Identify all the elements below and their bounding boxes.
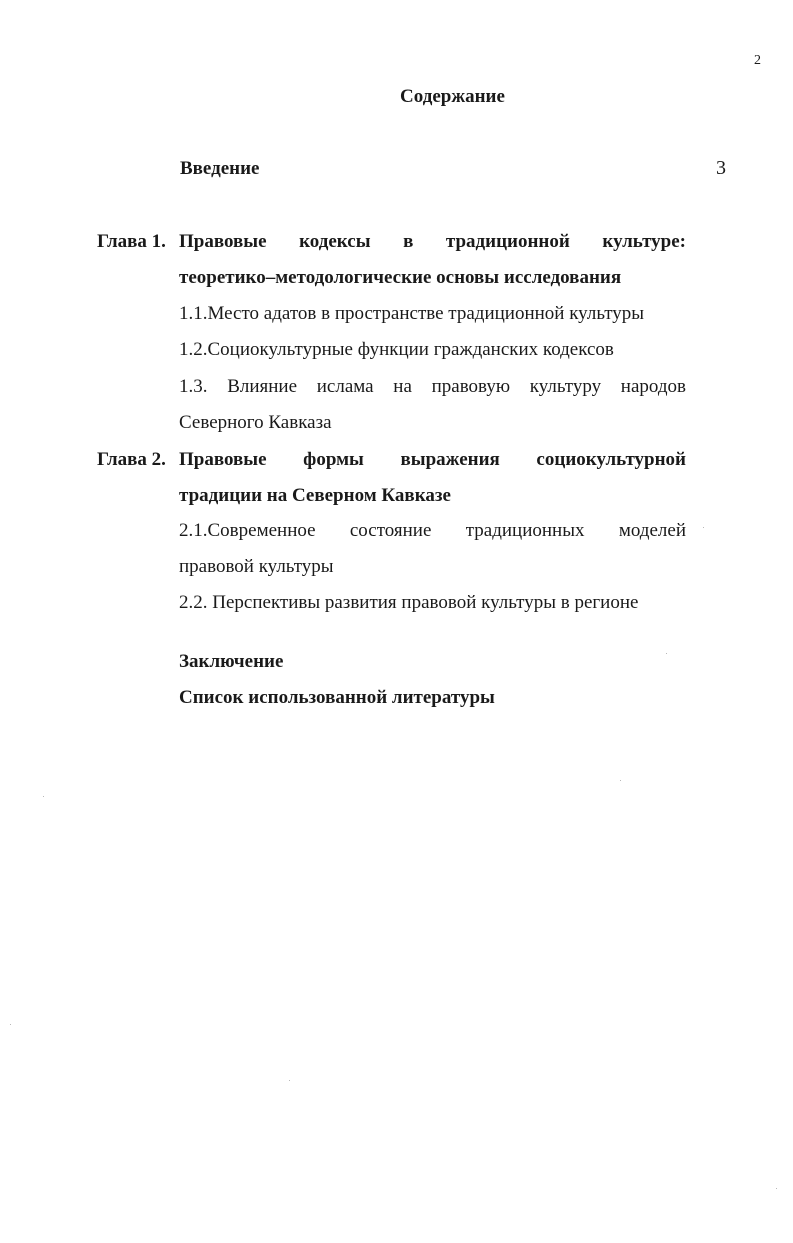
toc-item-1-1: 1.1.Место адатов в пространстве традиционной культуры: [179, 303, 645, 324]
chapter2-label: Глава 2.: [97, 449, 166, 470]
page-number: 2: [754, 53, 761, 68]
scan-speck: [43, 796, 44, 797]
chapter1-label: Глава 1.: [97, 231, 166, 252]
toc-item-2-1-line2: правовой культуры: [179, 556, 334, 577]
scan-speck: [666, 653, 667, 654]
toc-item-2-1-line1: 2.1.Современное состояние традиционных моделей: [179, 520, 686, 541]
toc-intro-page: 3: [716, 157, 726, 179]
toc-title: Содержание: [400, 86, 505, 107]
toc-item-1-3-line2: Северного Кавказа: [179, 412, 332, 433]
scan-speck: [620, 780, 621, 781]
toc-item-1-3-line1: 1.3. Влияние ислама на правовую культуру народов: [179, 376, 686, 397]
toc-item-2-2: 2.2. Перспективы развития правовой культуры в регионе: [179, 592, 639, 613]
scan-speck: [703, 527, 704, 528]
toc-intro-label: Введение: [180, 158, 260, 179]
toc-item-1-2: 1.2.Социокультурные функции гражданских кодексов: [179, 339, 614, 360]
scan-speck: [289, 1080, 290, 1081]
toc-bibliography: Список использованной литературы: [179, 687, 495, 708]
toc-conclusion: Заключение: [179, 651, 284, 672]
chapter2-title-line2: традиции на Северном Кавказе: [179, 485, 451, 506]
chapter2-title-line1: Правовые формы выражения социокультурной: [179, 449, 686, 470]
chapter1-title-line1: Правовые кодексы в традиционной культуре:: [179, 231, 686, 252]
scan-speck: [776, 1188, 777, 1189]
chapter1-title-line2: теоретико–методологические основы исследования: [179, 267, 622, 288]
scan-speck: [10, 1024, 11, 1025]
